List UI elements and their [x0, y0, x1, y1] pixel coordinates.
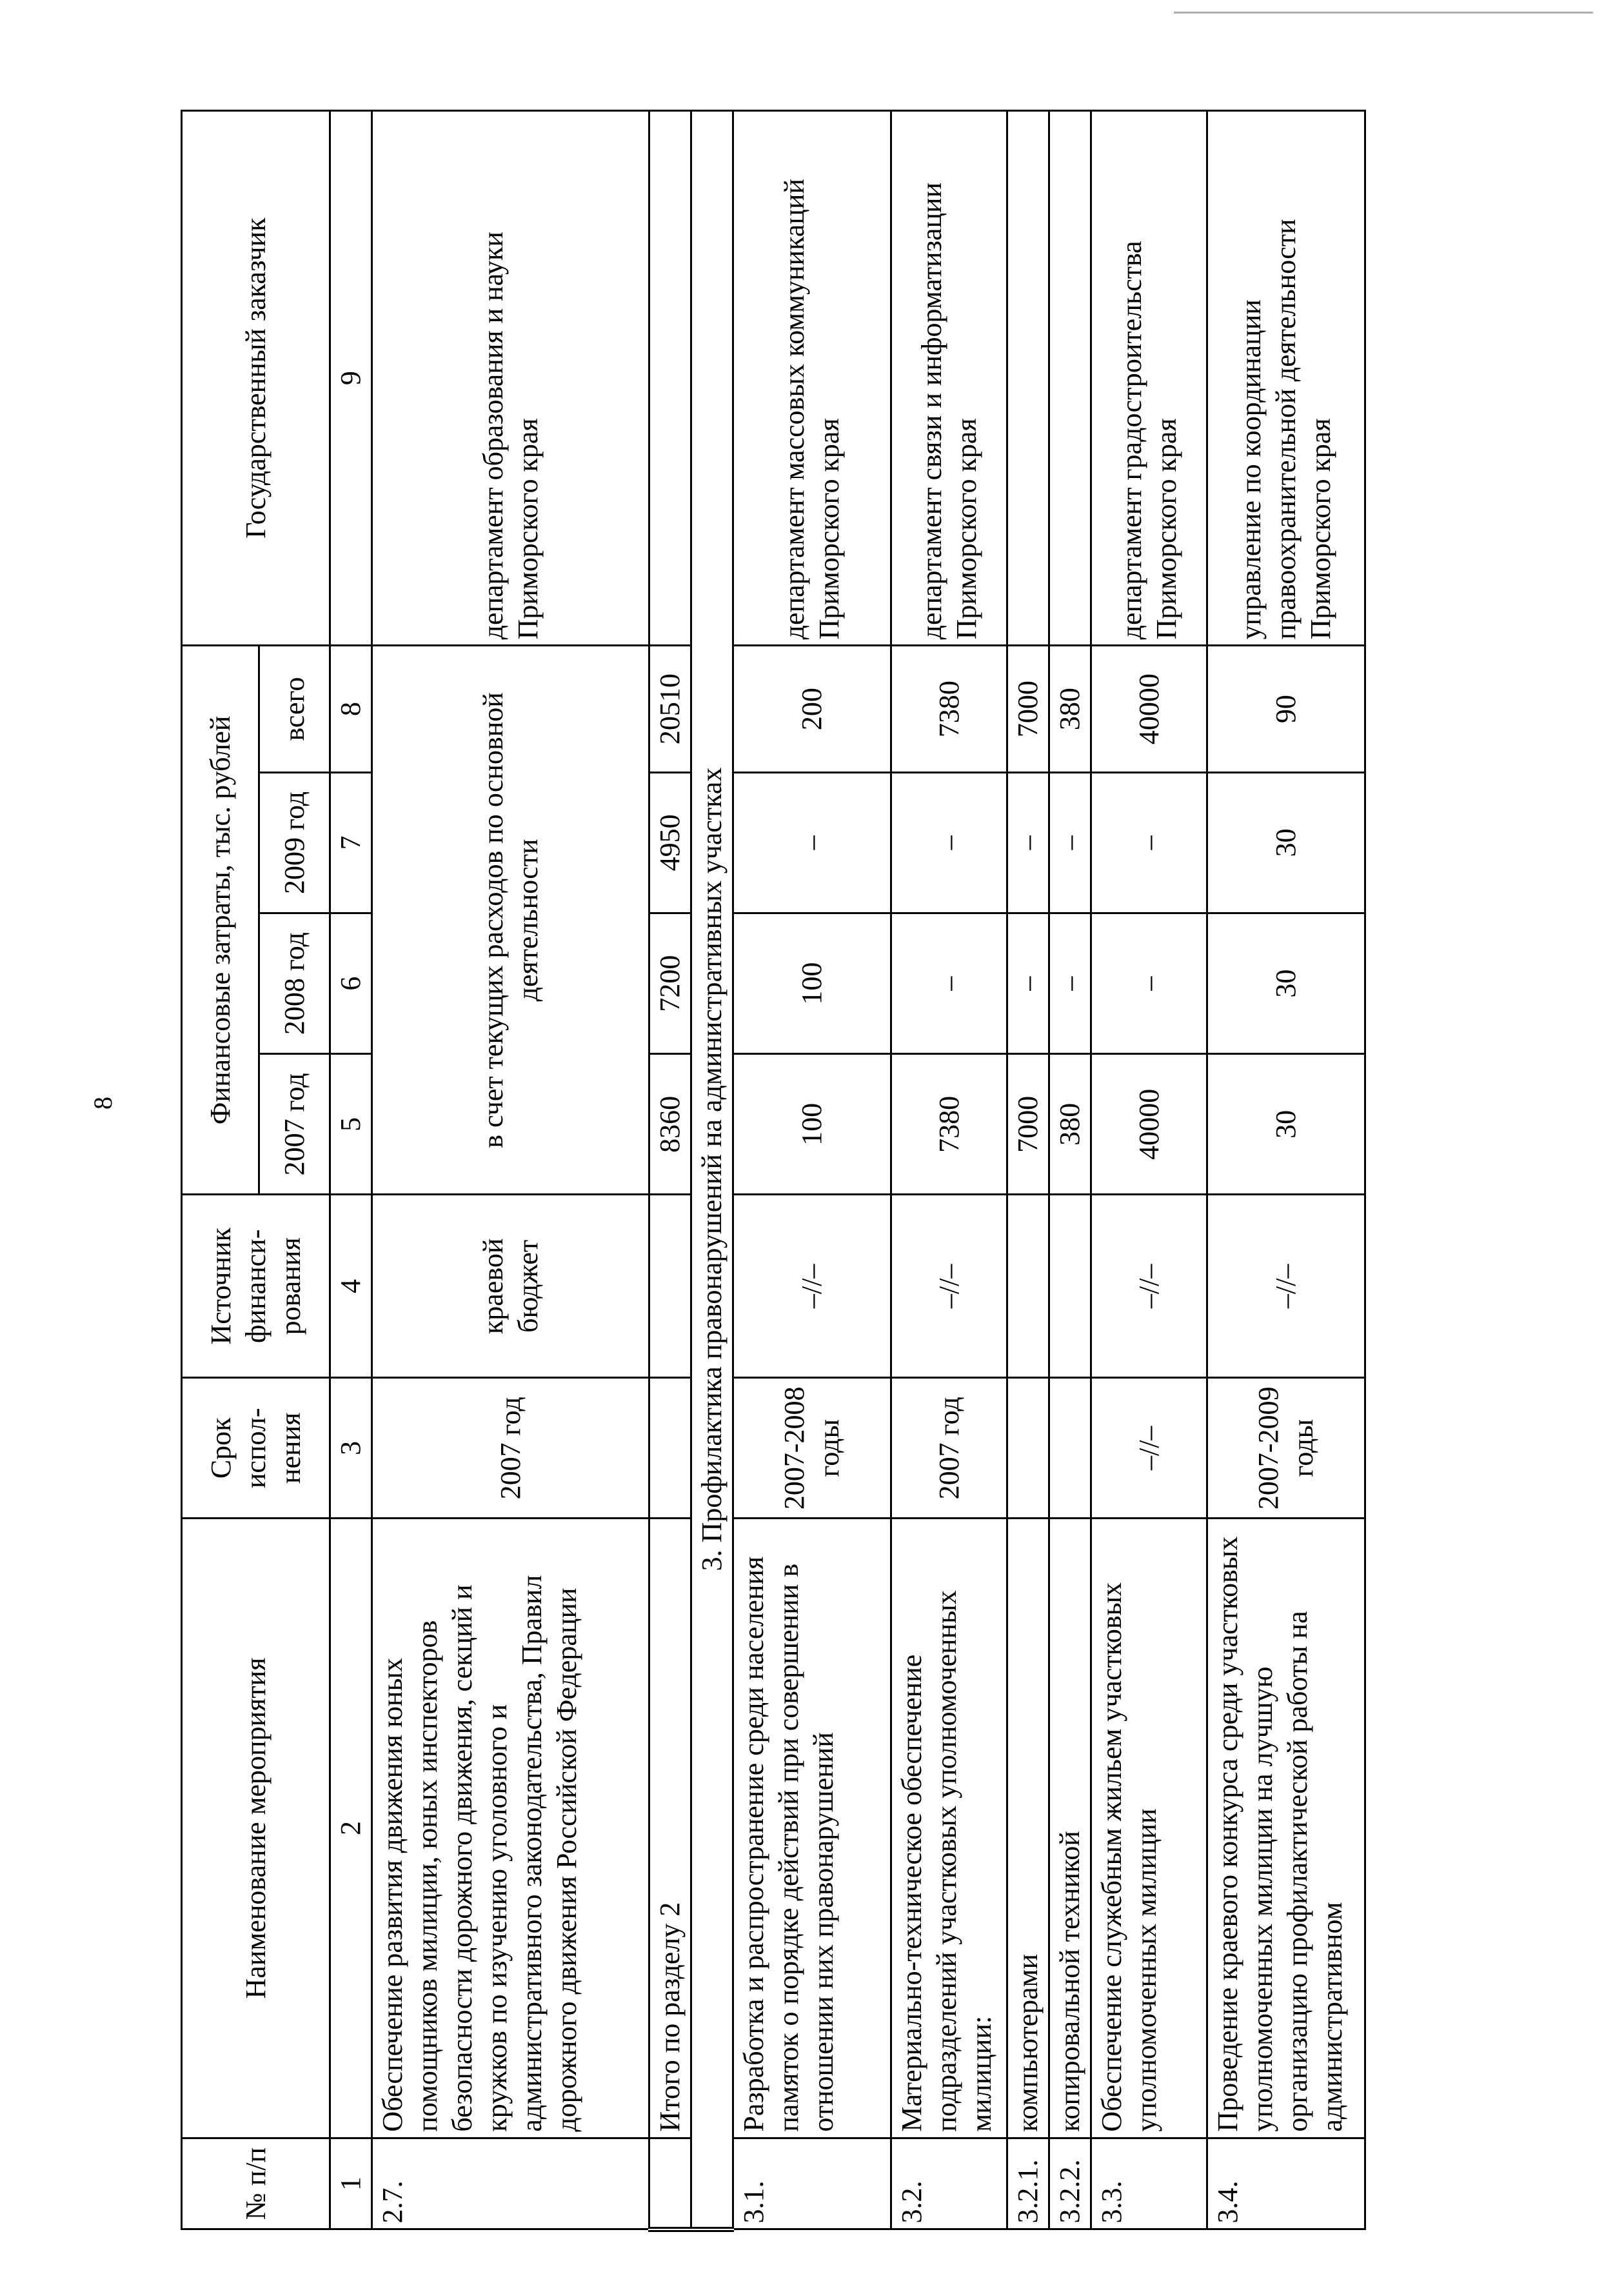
row-num: 3.4. — [1207, 2138, 1365, 2229]
row-term: 2007 год — [372, 1378, 649, 1519]
row-2008: – — [891, 913, 1007, 1054]
table-row-3-4 — [1207, 111, 1365, 2230]
row-term — [1049, 1378, 1091, 1519]
col-number: 9 — [330, 111, 372, 646]
row-name: Материально-техническое обеспечение подразделений участковых уполномоченных милиции: — [891, 1519, 1007, 2138]
col-number: 2 — [330, 1519, 372, 2138]
row-2009: – — [733, 772, 891, 913]
total-customer-cell — [649, 111, 691, 646]
row-source: –//– — [1091, 1195, 1207, 1378]
table-row-2-7 — [372, 111, 649, 2230]
program-table — [181, 110, 1366, 2232]
row-name: Обеспечение служебным жильем участковых уполномоченных милиции — [1091, 1519, 1207, 2138]
total-source-cell — [649, 1195, 691, 1378]
header-row-1 — [182, 111, 259, 2230]
table-row-3-2 — [891, 111, 1007, 2230]
rotated-table-wrapper — [181, 110, 1445, 2232]
page-number: 8 — [88, 1097, 117, 1110]
row-2008: 30 — [1207, 913, 1365, 1054]
table-row-3-3 — [1091, 111, 1207, 2230]
total-2007: 8360 — [649, 1054, 691, 1195]
header-source: Источник финанси-рования — [182, 1195, 330, 1378]
row-name: Обеспечение развития движения юных помощников милиции, юных инспекторов безопасности дорожного движения, секций и кружков по изучению уголовного и административного законодательства, Правил дорожного движения Российской Федерации — [372, 1519, 649, 2138]
row-customer: департамент связи и информатизации Приморского края — [891, 111, 1007, 646]
total-label: Итого по разделу 2 — [649, 1519, 691, 2138]
section-3-title: 3. Профилактика правонарушений на административных участках — [691, 111, 733, 2230]
total-sum: 20510 — [649, 646, 691, 772]
row-customer: управление по координации правоохранительной деятельности Приморского края — [1207, 111, 1365, 646]
row-term: 2007-2009 годы — [1207, 1378, 1365, 1519]
col-number: 3 — [330, 1378, 372, 1519]
row-source: –//– — [1207, 1195, 1365, 1378]
row-customer: департамент градостроительства Приморского края — [1091, 111, 1207, 646]
row-name: компьютерами — [1007, 1519, 1049, 2138]
header-total: всего — [259, 646, 330, 772]
column-numbers-row — [330, 111, 372, 2230]
row-customer: департамент образования и науки Приморского края — [372, 111, 649, 646]
row-name: Разработка и распространение среди населения памяток о порядке действий при совершении в отношении них правонарушений — [733, 1519, 891, 2138]
row-2009: – — [1049, 772, 1091, 913]
row-num: 2.7. — [372, 2138, 649, 2229]
row-2009: – — [1091, 772, 1207, 913]
table-row-3-2-2 — [1049, 111, 1091, 2230]
col-number: 4 — [330, 1195, 372, 1378]
row-2009: – — [1007, 772, 1049, 913]
row-2008: – — [1007, 913, 1049, 1054]
total-num-cell — [649, 2138, 691, 2229]
header-customer: Государственный заказчик — [182, 111, 330, 646]
row-name: копировальной техникой — [1049, 1519, 1091, 2138]
row-source — [1049, 1195, 1091, 1378]
table-row-3-2-1 — [1007, 111, 1049, 2230]
header-2008: 2008 год — [259, 913, 330, 1054]
row-total: 7000 — [1007, 646, 1049, 772]
row-total: 40000 — [1091, 646, 1207, 772]
section-3-row — [691, 111, 733, 2230]
row-term — [1007, 1378, 1049, 1519]
col-number: 5 — [330, 1054, 372, 1195]
row-num: 3.2.2. — [1049, 2138, 1091, 2229]
col-number: 6 — [330, 913, 372, 1054]
row-2007: 7380 — [891, 1054, 1007, 1195]
row-total: 200 — [733, 646, 891, 772]
row-source: краевой бюджет — [372, 1195, 649, 1378]
row-2009: – — [891, 772, 1007, 913]
row-costs-note: в счет текущих расходов по основной деятельности — [372, 646, 649, 1195]
header-term: Срок испол-нения — [182, 1378, 330, 1519]
table-row-3-1 — [733, 111, 891, 2230]
row-2008: 100 — [733, 913, 891, 1054]
row-total: 380 — [1049, 646, 1091, 772]
header-2009: 2009 год — [259, 772, 330, 913]
header-costs: Финансовые затраты, тыс. рублей — [182, 646, 259, 1195]
row-source: –//– — [733, 1195, 891, 1378]
row-2008: – — [1091, 913, 1207, 1054]
header-num: № п/п — [182, 2138, 330, 2229]
row-2007: 7000 — [1007, 1054, 1049, 1195]
row-total: 7380 — [891, 646, 1007, 772]
row-term: 2007-2008 годы — [733, 1378, 891, 1519]
row-customer — [1049, 111, 1091, 646]
row-2007: 40000 — [1091, 1054, 1207, 1195]
row-num: 3.3. — [1091, 2138, 1207, 2229]
row-num: 3.1. — [733, 2138, 891, 2229]
total-term-cell — [649, 1378, 691, 1519]
row-2007: 100 — [733, 1054, 891, 1195]
row-num: 3.2. — [891, 2138, 1007, 2229]
col-number: 1 — [330, 2138, 372, 2229]
col-number: 8 — [330, 646, 372, 772]
row-total: 90 — [1207, 646, 1365, 772]
row-term: –//– — [1091, 1378, 1207, 1519]
total-row — [649, 111, 691, 2230]
header-2007: 2007 год — [259, 1054, 330, 1195]
row-2009: 30 — [1207, 772, 1365, 913]
total-2009: 4950 — [649, 772, 691, 913]
total-2008: 7200 — [649, 913, 691, 1054]
row-name: Проведение краевого конкурса среди участковых уполномоченных милиции на лучшую организацию профилактической работы на административном — [1207, 1519, 1365, 2138]
col-number: 7 — [330, 772, 372, 913]
row-2007: 380 — [1049, 1054, 1091, 1195]
header-name: Наименование мероприятия — [182, 1519, 330, 2138]
row-source: –//– — [891, 1195, 1007, 1378]
row-num: 3.2.1. — [1007, 2138, 1049, 2229]
row-2007: 30 — [1207, 1054, 1365, 1195]
row-term: 2007 год — [891, 1378, 1007, 1519]
top-scan-line — [1174, 12, 1593, 14]
row-2008: – — [1049, 913, 1091, 1054]
row-customer: департамент массовых коммуникаций Приморского края — [733, 111, 891, 646]
row-source — [1007, 1195, 1049, 1378]
row-customer — [1007, 111, 1049, 646]
